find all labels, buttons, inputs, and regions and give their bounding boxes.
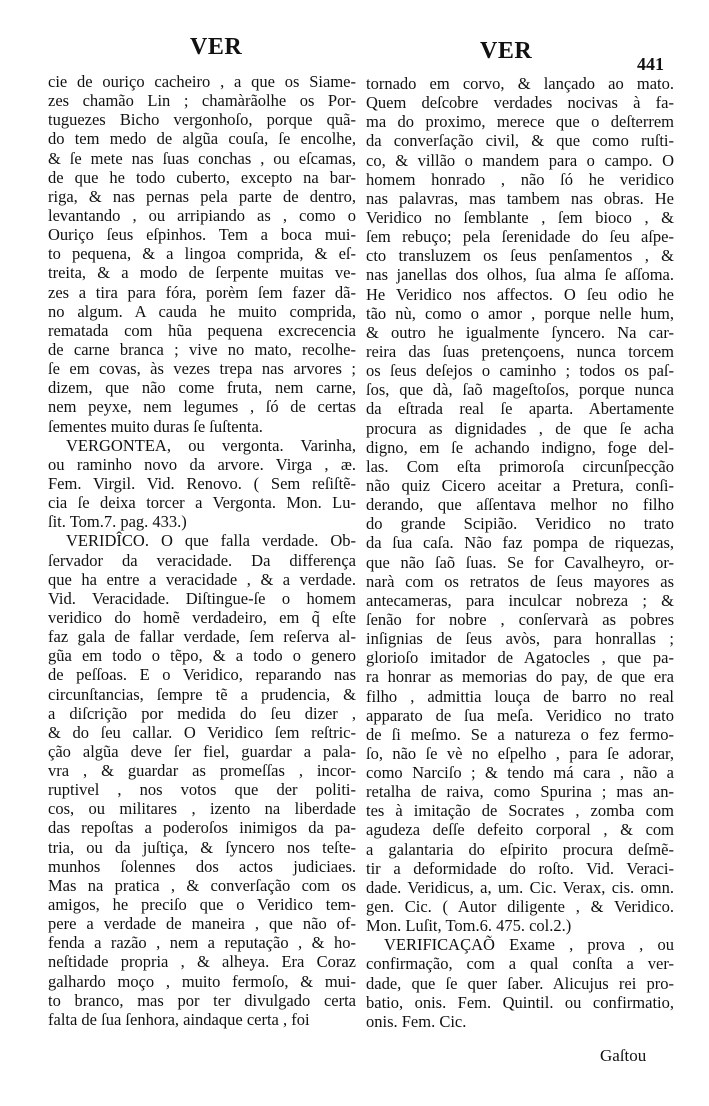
- text-line: nas janellas dos olhos, ſua alma ſe aſſoma.: [366, 265, 674, 285]
- text-line: a galantaria do eſpirito procura deſmẽ-: [366, 839, 674, 859]
- text-line: como Narciſo ; & tendo má cara , não a: [366, 763, 674, 783]
- text-line: ſit. Tom.7. pag. 433.): [48, 512, 187, 532]
- text-line: cto transluzem os ſeus penſamentos , &: [366, 246, 674, 266]
- text-line: homem honrado , não ſó he veridico: [366, 169, 674, 189]
- text-line: ſervador da veracidade. Da differença: [48, 550, 356, 570]
- text-line: fenda a razão , nem a reputação , & ho-: [48, 933, 356, 953]
- text-line: ou raminho novo da arvore. Virga , æ.: [48, 454, 356, 474]
- text-line: ſenão for nobre , conſervarà as pobres: [366, 609, 674, 629]
- page-number: 441: [637, 54, 664, 74]
- text-line: galhardo moço , muito fermoſo, & mui-: [48, 971, 356, 991]
- text-line: las. Com eſta primoroſa circunſpecção: [366, 456, 674, 476]
- text-line: levantando , ou arripiando as , como o: [48, 205, 356, 225]
- text-line: gũa em todo o tẽpo, & a todo o genero: [48, 646, 356, 666]
- text-line: batio, onis. Fem. Quintil. ou confirmatio,: [366, 992, 674, 1012]
- text-line: neſtidade propria , & alheya. Era Coraz: [48, 952, 356, 972]
- text-line: ſem rebuço; pela ſerenidade do ſeu aſpe-: [366, 227, 674, 247]
- text-line: apparato de ſua meſa. Veridico no trato: [366, 705, 674, 725]
- text-line: das repoſtas a poderoſos inimigos da pa-: [48, 818, 356, 838]
- text-line: a diſcrição por medida do ſeu dizer ,: [48, 703, 356, 723]
- text-line: de ſi meſmo. Se a natureza o fez fermo-: [366, 724, 674, 744]
- text-line: de carne branca ; vive no mato, recolhe-: [48, 339, 356, 359]
- text-line: vra , & guardar as promeſſas , incor-: [48, 761, 356, 781]
- text-line: faz gala de fallar verdade, ſem reſerva al-: [48, 627, 356, 647]
- text-line: tes à imitação de Socrates , zomba com: [366, 801, 674, 821]
- text-line: narà com os retratos de ſeus mayores as: [366, 571, 674, 591]
- text-line: VERGONTEA, ou vergonta. Varinha,: [66, 435, 356, 455]
- text-line: nas palavras, mas tambem nas obras. He: [366, 188, 674, 208]
- text-line: He Veridico nos affectos. O ſeu odio he: [366, 284, 674, 304]
- text-line: Ouriço ſeus eſpinhos. Tem a boca mui-: [48, 225, 356, 245]
- text-line: inſignias de ſeus avòs, para honrallas ;: [366, 629, 674, 649]
- text-line: veridico do homẽ verdadeiro, em q̃ eſte: [48, 607, 356, 627]
- text-line: zes chamão Lin ; chamàrãolhe os Por-: [48, 91, 356, 111]
- text-line: co, & villão o mandem para o campo. O: [366, 150, 674, 170]
- text-line: ruptivel , nos votos que der politi-: [48, 780, 356, 800]
- text-line: amigos, he preciſo que o Veridico tem-: [48, 895, 356, 915]
- text-line: os ſeus deſejos o caminho ; todos os paſ-: [366, 361, 674, 381]
- text-line: do tem medo de algũa couſa, ſe encolhe,: [48, 129, 356, 149]
- left-text-column: [48, 72, 356, 1029]
- text-line: não quiz Cicero aceitar a Pretura, conſi-: [366, 475, 674, 495]
- text-line: tornado em corvo, & lançado ao mato.: [366, 74, 674, 93]
- text-line: pere a verdade de maneira , que não of-: [48, 914, 356, 934]
- text-line: ſos, que dà, ſaõ mageſtoſos, porque nunca: [366, 380, 674, 400]
- catchword: Gaſtou: [600, 1046, 647, 1065]
- text-line: VERIDÎCO. O que falla verdade. Ob-: [66, 531, 356, 551]
- text-line: to branco, mas por ter divulgado certa: [48, 990, 356, 1010]
- text-line: cia ſe deixa torcer a Vergonta. Mon. Lu-: [48, 493, 356, 513]
- text-line: & ſe mete nas ſuas conchas , ou eſcamas,: [48, 148, 356, 168]
- text-line: riga, & nas pernas pela parte de dentro,: [48, 186, 356, 206]
- text-line: de peſſoas. E o Veridico, reparando nas: [48, 665, 356, 685]
- text-line: digno, em ſe achando indigno, foge del-: [366, 437, 674, 457]
- text-line: Mon. Luſit, Tom.6. 475. col.2.): [366, 916, 572, 936]
- text-line: to pequena, & a lingoa comprida, & eſ-: [48, 244, 356, 264]
- text-line: agudeza deſſe defeito corporal , & com: [366, 820, 674, 840]
- text-line: onis. Fem. Cic.: [366, 1011, 467, 1031]
- text-line: cos, ou militares , izento na liberdade: [48, 799, 356, 819]
- right-text-column: [366, 74, 674, 1031]
- text-line: Fem. Virgil. Vid. Renovo. ( Sem reſiſtẽ-: [48, 473, 356, 493]
- text-line: da eſtrada real ſe aparta. Abertamente: [366, 399, 674, 419]
- text-line: treita, & a modo de ſerpente muitas ve-: [48, 263, 356, 283]
- text-line: no algum. A cauda he muito comprida,: [48, 301, 356, 321]
- text-line: ção algũa deve ſer fiel, guardar a pala-: [48, 741, 356, 761]
- text-line: que ha entre a veracidade , & a verdade.: [48, 569, 356, 589]
- text-line: ſementes muito duras ſe ſuſtenta.: [48, 416, 263, 436]
- text-line: VERIFICAÇAÕ Exame , prova , ou: [384, 935, 674, 955]
- text-line: Vid. Veracidade. Diſtingue-ſe o homem: [48, 588, 356, 608]
- text-line: Mas na pratica , & converſação com os: [48, 875, 356, 895]
- text-line: que não ſaõ ſuas. Se for Cavalheyro, or-: [366, 552, 674, 572]
- text-line: circunſtancias, ſempre tẽ a prudencia, &: [48, 684, 356, 704]
- text-line: zes a tira para fóra, porèm ſem fazer dã-: [48, 282, 356, 302]
- text-line: tria, ou da juſtiça, & ſyncero nos teſte-: [48, 837, 356, 857]
- running-head-right: VER: [480, 38, 533, 64]
- text-line: nem peyxe, nem legumes , ſó de certas: [48, 397, 356, 417]
- text-line: dade. Veridicus, a, um. Cic. Verax, cis. omn.: [366, 877, 674, 897]
- text-line: tão nù, como o amor , porque nelle hum,: [366, 303, 674, 323]
- text-line: do grande Scipião. Veridico no trato: [366, 514, 674, 534]
- text-line: de que he todo cuberto, excepto na bar-: [48, 167, 356, 187]
- running-head-left: VER: [190, 34, 243, 60]
- text-line: glorioſo imitador de Agatocles , que pa-: [366, 648, 674, 668]
- text-line: cie de ouriço cacheiro , a que os Siame-: [48, 72, 356, 91]
- text-line: da converſação civil, & que como ruſti-: [366, 131, 674, 151]
- text-line: tir a deformidade do roſto. Vid. Veraci-: [366, 858, 674, 878]
- text-line: retalha de raiva, como Spurina ; mas an-: [366, 782, 674, 802]
- text-line: munhos ſolennes dos actos judiciaes.: [48, 856, 356, 876]
- text-line: da ſua caſa. Não faz pompa de riquezas,: [366, 533, 674, 553]
- text-line: filho , admittia louça de barro no real: [366, 686, 674, 706]
- text-line: procura as dignidades , de que ſe acha: [366, 418, 674, 438]
- text-line: ſe em covas, às vezes trepa nas arvores ;: [48, 359, 356, 379]
- text-line: tuguezes Bicho vergonhoſo, porque quã-: [48, 110, 356, 130]
- text-line: rematada com hũa pequena excrecencia: [48, 320, 356, 340]
- text-line: & outro he igualmente ſyncero. Na car-: [366, 322, 674, 342]
- text-line: antecameras, para inculcar nobreza ; &: [366, 590, 674, 610]
- text-line: derando, que aſſentava melhor no filho: [366, 495, 674, 515]
- text-line: ma do proximo, merece que o deſterrem: [366, 112, 674, 132]
- text-line: reira das ſuas pretençoens, nunca torcem: [366, 341, 674, 361]
- text-line: Veridico no ſemblante , ſem bioco , &: [366, 207, 674, 227]
- text-line: gen. Cic. ( Autor diligente , & Veridico.: [366, 897, 674, 917]
- text-line: confirmação, com a qual conſta a ver-: [366, 954, 674, 974]
- text-line: falta de ſua ſenhora, aindaque certa , foi: [48, 1009, 310, 1029]
- text-line: ſo, não ſe vè no eſpelho , para ſe adorar,: [366, 743, 674, 763]
- text-line: & do ſeu callar. O Veridico ſem reſtric-: [48, 722, 356, 742]
- text-line: dade, que ſe quer ſaber. Alicujus rei pro-: [366, 973, 674, 993]
- text-line: Quem deſcobre verdades nocivas à fa-: [366, 93, 674, 113]
- text-line: dizem, que não come fruta, nem carne,: [48, 378, 356, 398]
- text-line: ra honrar as memorias do pay, de que era: [366, 667, 674, 687]
